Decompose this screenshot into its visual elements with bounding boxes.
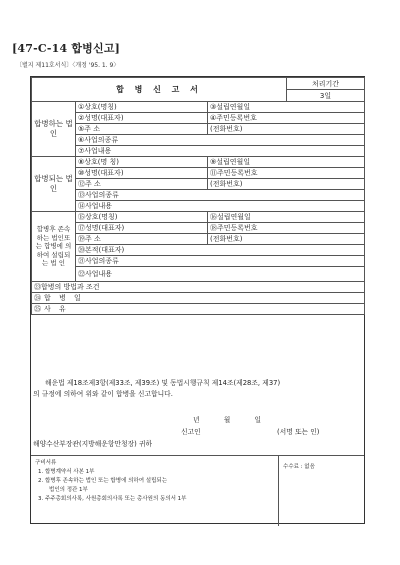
field-label: ②성명(대표자) [76,113,208,124]
date-line: 년 월 일 [193,416,262,424]
form-title: [47-C-14 합병신고] [12,42,121,55]
signature-label: (서명 또는 인) [277,428,320,436]
group-merged-label: 합병되는 법 인 [32,157,76,212]
phone-label: (전화번호) [208,234,365,245]
field-label: ⑫주 소 [76,179,208,190]
field-label: ⑥사업의종류 [76,135,365,146]
fee-label: 수수료 : 없음 [283,464,315,470]
group-merging-label: 합병하는 법 인 [32,102,76,157]
field-label: ⑲주 소 [76,234,208,245]
declaration-text [33,378,364,400]
required-doc-item: 2. 합병후 존속하는 법인 또는 합병에 의하여 설립되는 [38,478,168,484]
phone-label: (전화번호) [208,179,365,190]
field-label: ①상호(명칭) [76,102,208,113]
form-table [31,77,365,315]
report-form [30,76,365,524]
merge-method-label: ㉓합병의 방법과 조건 [32,282,365,293]
form-name: 합 병 신 고 서 [32,78,287,102]
field-label: ㉑사업의종류 [76,256,365,267]
merge-date-label: ㉔합 병 일 [32,293,365,304]
required-docs [31,456,279,526]
processing-value: 3일 [287,90,365,102]
field-label: ⑤주 소 [76,124,208,135]
form-subtitle: 〔별지 제11호서식〕〈개정 '95. 1. 9〉 [16,62,120,69]
applicant-label: 신고인 [181,428,201,436]
required-doc-item: 법인의 정관 1부 [49,487,88,493]
notes-section [31,455,364,526]
field-label: ⑰성명(대표자) [76,223,208,234]
required-docs-title: 구비서류 [35,460,57,466]
field-label: ⑱주민등록번호 [208,223,365,234]
field-label: ⑮상호(명칭) [76,212,208,223]
field-label: ⑳본적(대표자) [76,245,365,256]
field-label: ⑯설립연월일 [208,212,365,223]
field-label: ⑪주민등록번호 [208,168,365,179]
field-label: ⑨설립연월일 [208,157,365,168]
field-label: ③설립연월일 [208,102,365,113]
field-label: ④주민등록번호 [208,113,365,124]
declaration-line-1: 해운법 제18조제3항(제33조, 제39조) 및 동법시행규칙 제14조(제28조, 제37) [45,379,281,387]
processing-label: 처리기간 [287,78,365,90]
required-doc-item: 3. 주주총회의사록, 사원총회의사록 또는 총사원의 동의서 1부 [38,496,187,502]
field-label: ㉒사업내용 [76,267,365,282]
field-label: ⑬사업의종류 [76,190,365,201]
recipient-line: 해양수산부장관(지방해운항만청장) 귀하 [33,440,153,448]
field-label: ⑦사업내용 [76,146,365,157]
required-doc-item: 1. 합병계약서 사본 1부 [38,469,95,475]
group-surviving-label: 합병후 존속하는 법인또는 합병에 의하여 설립되는 법 인 [32,212,76,282]
field-label: ⑭사업내용 [76,201,365,212]
field-label: ⑩성명(대표자) [76,168,208,179]
phone-label: (전화번호) [208,124,365,135]
merge-reason-label: ㉕사 유 [32,304,365,315]
field-label: ⑧상호(명 칭) [76,157,208,168]
declaration-line-2: 의 규정에 의하여 위와 같이 합병을 신고합니다. [33,390,173,398]
